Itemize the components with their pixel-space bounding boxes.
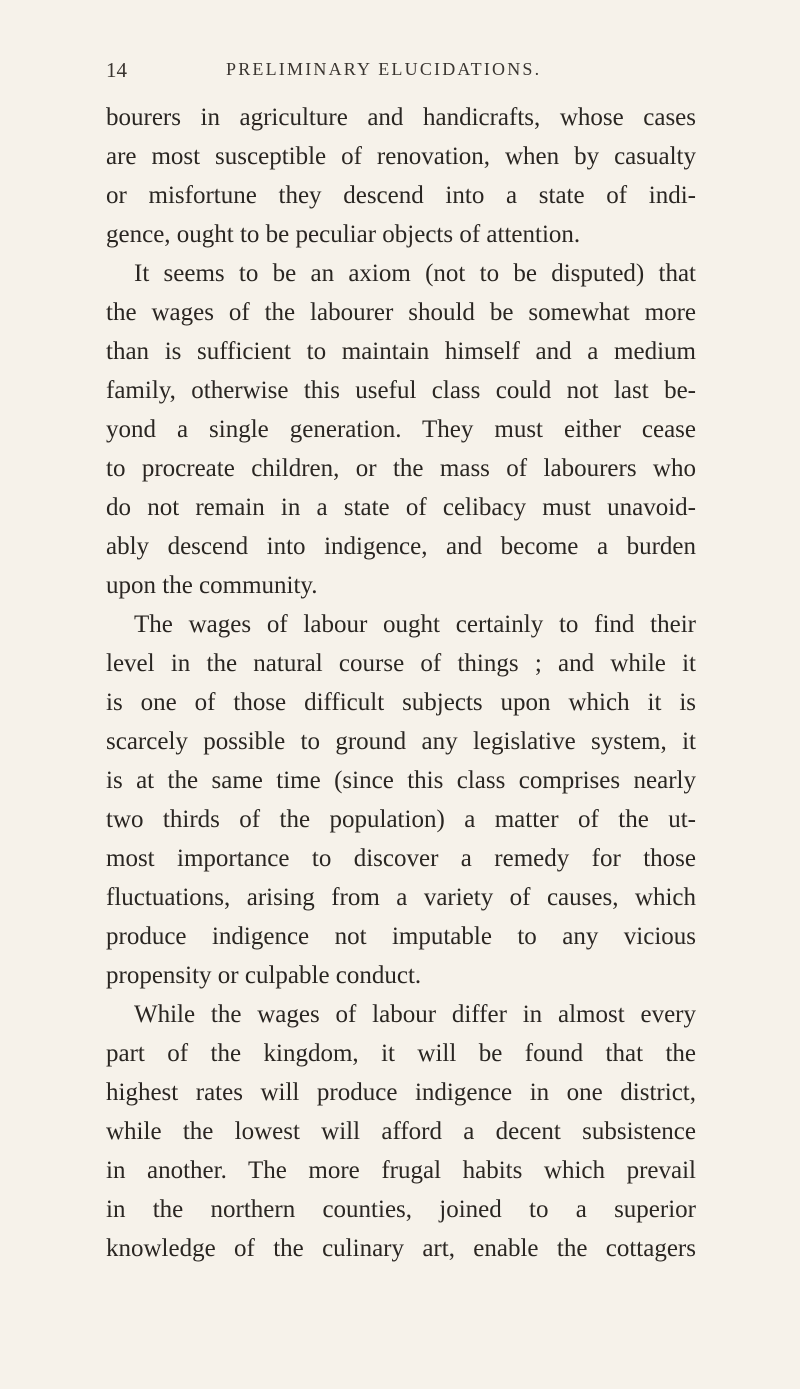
text-line: produce indigence not imputable to any vicious bbox=[106, 923, 696, 950]
text-line: scarcely possible to ground any legislative system, it bbox=[106, 728, 696, 755]
text-line: part of the kingdom, it will be found that the bbox=[106, 1040, 696, 1067]
text-line: upon the community. bbox=[106, 572, 318, 599]
running-title: PRELIMINARY ELUCIDATIONS. bbox=[226, 59, 542, 79]
text-line: yond a single generation. They must either cease bbox=[106, 416, 696, 443]
text-line: is at the same time (since this class comprises nearly bbox=[106, 767, 696, 794]
text-line: than is sufficient to maintain himself and a medium bbox=[106, 338, 696, 365]
text-line: knowledge of the culinary art, enable the cottagers bbox=[106, 1235, 696, 1262]
text-line: ably descend into indigence, and become a burden bbox=[106, 533, 696, 560]
text-line: bourers in agriculture and handicrafts, whose cases bbox=[106, 104, 696, 131]
text-line: or misfortune they descend into a state of indi- bbox=[106, 182, 696, 209]
page-number: 14 bbox=[106, 58, 127, 82]
text-line: While the wages of labour differ in almost every bbox=[134, 1001, 696, 1028]
body-text bbox=[106, 98, 696, 1268]
text-line: in another. The more frugal habits which prevail bbox=[106, 1157, 696, 1184]
text-line: gence, ought to be peculiar objects of attention. bbox=[106, 221, 581, 248]
text-line: most importance to discover a remedy for those bbox=[106, 845, 696, 872]
running-head bbox=[106, 58, 706, 98]
text-line: It seems to be an axiom (not to be disputed) that bbox=[134, 260, 696, 287]
text-line: in the northern counties, joined to a superior bbox=[106, 1196, 696, 1223]
text-line: highest rates will produce indigence in one district, bbox=[106, 1079, 696, 1106]
text-line: propensity or culpable conduct. bbox=[106, 962, 422, 989]
text-line: is one of those difficult subjects upon which it is bbox=[106, 689, 696, 716]
text-line: do not remain in a state of celibacy must unavoid- bbox=[106, 494, 696, 521]
text-line: are most susceptible of renovation, when by casualty bbox=[106, 143, 696, 170]
text-line: The wages of labour ought certainly to find their bbox=[134, 611, 696, 638]
text-line: to procreate children, or the mass of labourers who bbox=[106, 455, 696, 482]
text-line: the wages of the labourer should be somewhat more bbox=[106, 299, 696, 326]
text-line: family, otherwise this useful class could not last be- bbox=[106, 377, 696, 404]
text-line: level in the natural course of things ; and while it bbox=[106, 650, 696, 677]
text-line: fluctuations, arising from a variety of causes, which bbox=[106, 884, 696, 911]
text-line: while the lowest will afford a decent subsistence bbox=[106, 1118, 696, 1145]
text-line: two thirds of the population) a matter of the ut- bbox=[106, 806, 696, 833]
